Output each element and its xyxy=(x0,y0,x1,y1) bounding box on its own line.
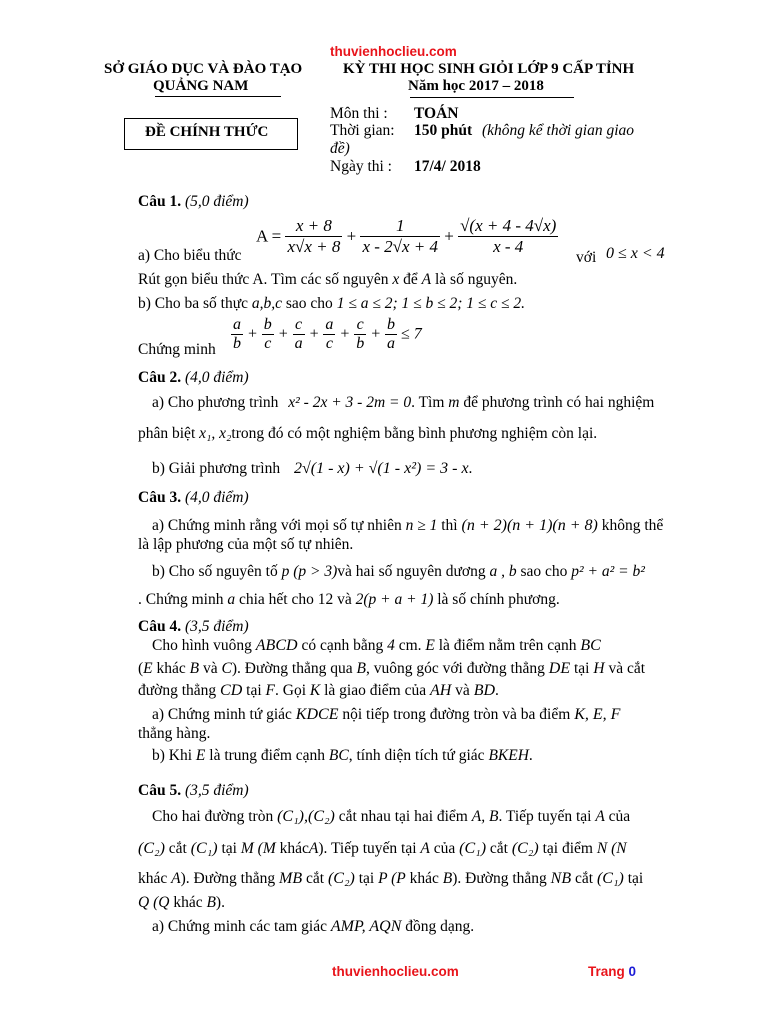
q3-heading: Câu 3. (4,0 điểm) xyxy=(138,489,249,506)
q1-expression-A: A = $\frac{x + 8}{x√x + 8}$ + $\frac{1}{x - 2√x + 4}$ + $\frac{√(x + 4 - 4√x)}{x - 4}$ xyxy=(256,216,557,256)
q5-line3: khác A). Đường thẳng MB cắt (C₂) tại P (P khác B). Đường thẳng NB cắt (C₁) tại xyxy=(138,870,644,887)
q1b-inequality: $\frac{a}{b}$ + $\frac{b}{c}$ + $\frac{c}{a}$ + $\frac{a}{c}$ + $\frac{c}{b}$ + $\frac{b}{a}$ ≤ 7 xyxy=(233,316,422,353)
date-value: 17/4/ 2018 xyxy=(414,158,481,175)
time-note: (không kể thời gian giao xyxy=(482,122,635,139)
exam-title: KỲ THI HỌC SINH GIỎI LỚP 9 CẤP TỈNH xyxy=(343,61,635,77)
q3b-line1: b) Cho số nguyên tố p (p > 3)và hai số nguyên dương a , b sao cho p² + a² = b² xyxy=(152,563,645,580)
q4-para-line1: Cho hình vuông ABCD có cạnh bằng 4 cm. E là điểm nằm trên cạnh BC xyxy=(152,637,601,654)
q5-line2: (C₂) cắt (C₁) tại M (M khácA). Tiếp tuyến tại A của (C₁) cắt (C₂) tại điểm N (N xyxy=(138,840,627,857)
q5-line1: Cho hai đường tròn (C₁),(C₂) cắt nhau tại hai điểm A, B. Tiếp tuyến tại A của xyxy=(152,808,631,825)
q4b-line: b) Khi E là trung điểm cạnh BC, tính diện tích tứ giác BKEH. xyxy=(152,747,533,764)
q2a-line2: phân biệt x₁, x₂trong đó có một nghiệm bằng bình phương nghiệm còn lại. xyxy=(138,425,598,442)
q4-para-line3: đường thẳng CD tại F. Gọi K là giao điểm của AH và BD. xyxy=(138,682,499,699)
q3a-line2: là lập phương của một số tự nhiên. xyxy=(138,536,354,553)
q1a-line2: Rút gọn biểu thức A. Tìm các số nguyên x để A là số nguyên. xyxy=(138,271,518,288)
page-number: Trang 0 xyxy=(588,964,637,979)
department-name: SỞ GIÁO DỤC VÀ ĐÀO TẠO xyxy=(104,61,303,77)
subject-value: TOÁN xyxy=(414,105,459,122)
q5a-line: a) Chứng minh các tam giác AMP, AQN đồng dạng. xyxy=(152,918,475,935)
school-year-underline xyxy=(410,97,574,98)
q4-heading: Câu 4. (3,5 điểm) xyxy=(138,618,249,635)
date-label: Ngày thi : xyxy=(330,158,392,175)
school-year: Năm học 2017 – 2018 xyxy=(408,78,544,94)
q2a-line1: a) Cho phương trình x² - 2x + 3 - 2m = 0. Tìm m để phương trình có hai nghiệm xyxy=(152,394,655,411)
q1b-prove-label: Chứng minh xyxy=(138,341,216,358)
province-underline xyxy=(155,96,281,97)
q4a-line1: a) Chứng minh tứ giác KDCE nội tiếp trong đường tròn và ba điểm K, E, F xyxy=(152,706,621,723)
time-label: Thời gian: xyxy=(330,122,395,139)
q5-heading: Câu 5. (3,5 điểm) xyxy=(138,782,249,799)
official-stamp: ĐỀ CHÍNH THỨC xyxy=(145,124,269,140)
q2b-line: b) Giải phương trình 2√(1 - x) + √(1 - x²) = 3 - x. xyxy=(152,460,473,477)
watermark-bottom: thuvienhoclieu.com xyxy=(332,964,459,979)
q1-heading: Câu 1. (5,0 điểm) xyxy=(138,193,249,210)
time-note-cont: đề) xyxy=(330,140,350,157)
q4a-line2: thẳng hàng. xyxy=(138,725,211,742)
watermark-top: thuvienhoclieu.com xyxy=(330,44,457,59)
q1a-intro: a) Cho biểu thức xyxy=(138,247,242,264)
q3a-line1: a) Chứng minh rằng với mọi số tự nhiên n ≥ 1 thì (n + 2)(n + 1)(n + 8) không thể xyxy=(152,517,664,534)
q1a-cond-prefix: với xyxy=(576,249,597,266)
q1a-condition: 0 ≤ x < 4 xyxy=(606,245,665,262)
subject-label: Môn thi : xyxy=(330,105,388,122)
q5-line4: Q (Q khác B). xyxy=(138,894,225,911)
q1b-line: b) Cho ba số thực a,b,c sao cho 1 ≤ a ≤ 2; 1 ≤ b ≤ 2; 1 ≤ c ≤ 2. xyxy=(138,295,526,312)
q3b-line2: . Chứng minh a chia hết cho 12 và 2(p + a + 1) là số chính phương. xyxy=(138,591,560,608)
q2-heading: Câu 2. (4,0 điểm) xyxy=(138,369,249,386)
q4-para-line2: (E khác B và C). Đường thẳng qua B, vuông góc với đường thẳng DE tại H và cắt xyxy=(138,660,646,677)
province-name: QUẢNG NAM xyxy=(153,78,249,94)
time-value: 150 phút xyxy=(414,122,473,139)
